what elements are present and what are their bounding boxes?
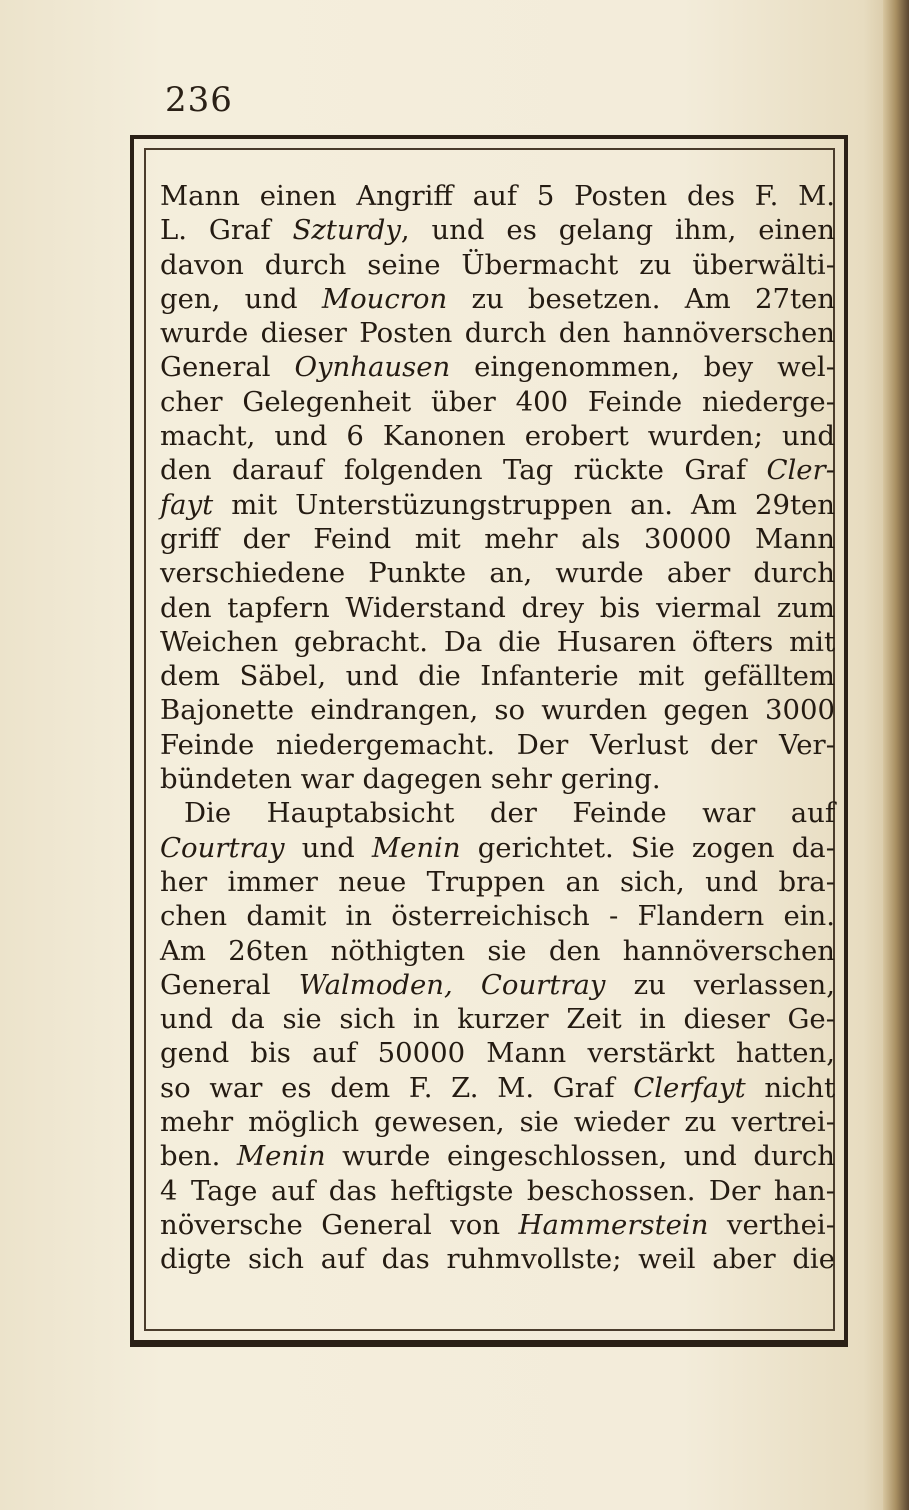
italic-name: Menin xyxy=(371,831,461,864)
text-line xyxy=(160,1208,835,1242)
text-line xyxy=(160,316,835,350)
text-line xyxy=(160,1036,835,1070)
text-line xyxy=(160,659,835,693)
text-run: Weichen gebracht. Da die Husaren öfters mit xyxy=(160,625,835,658)
text-line xyxy=(160,762,835,796)
italic-name: Oynhausen xyxy=(294,351,451,384)
text-line xyxy=(160,934,835,968)
text-run: ben. xyxy=(160,1140,237,1173)
text-line xyxy=(160,213,835,247)
text-run: gerichtet. Sie zogen da- xyxy=(460,831,835,864)
text-run: gen, und xyxy=(160,282,322,315)
text-run: Bajonette eindrangen, so wurden gegen 3000 xyxy=(160,694,835,727)
italic-name: Moucron xyxy=(321,282,448,315)
text-run: verthei- xyxy=(708,1208,835,1241)
text-run: her immer neue Truppen an sich, und bra- xyxy=(160,865,835,898)
text-run: General xyxy=(160,968,299,1001)
text-line xyxy=(160,248,835,282)
text-run: zu besetzen. Am 27ten xyxy=(447,282,835,315)
text-line xyxy=(160,1139,835,1173)
text-run: Die Hauptabsicht der Feinde war auf xyxy=(184,797,835,830)
text-line xyxy=(160,522,835,556)
text-run: Am 26ten nöthigten sie den hannöverschen xyxy=(160,934,835,967)
italic-name: fayt xyxy=(160,488,214,521)
text-run: L. Graf xyxy=(160,214,293,247)
text-line xyxy=(160,1242,835,1276)
text-line xyxy=(160,453,835,487)
text-line xyxy=(160,488,835,522)
italic-name: Szturdy xyxy=(292,214,401,247)
text-run: verschiedene Punkte an, wurde aber durch xyxy=(160,557,835,590)
text-run: Mann einen Angriff auf 5 Posten des F. M. xyxy=(160,180,835,212)
italic-name: Cler- xyxy=(766,454,835,487)
text-line xyxy=(160,282,835,316)
text-line xyxy=(160,556,835,590)
text-run: zu verlassen, xyxy=(605,968,836,1001)
text-line xyxy=(160,831,835,865)
frame-bottom-rule xyxy=(130,1340,848,1346)
text-line xyxy=(160,1105,835,1139)
text-run: gend bis auf 50000 Mann verstärkt hatten, xyxy=(160,1037,835,1070)
text-run: növersche General von xyxy=(160,1208,519,1241)
text-line xyxy=(160,865,835,899)
text-line xyxy=(160,1071,835,1105)
text-line xyxy=(160,1174,835,1208)
text-run: mehr möglich gewesen, sie wieder zu vertrei- xyxy=(160,1106,835,1139)
text-line xyxy=(160,625,835,659)
text-run: nicht xyxy=(745,1071,835,1104)
page-number: 236 xyxy=(165,80,233,120)
italic-name: Walmoden, Courtray xyxy=(298,968,606,1001)
text-line xyxy=(160,350,835,384)
text-line xyxy=(160,728,835,762)
text-line xyxy=(160,1002,835,1036)
text-run: General xyxy=(160,351,295,384)
text-run: macht, und 6 Kanonen erobert wurden; und xyxy=(160,420,835,453)
text-run: 4 Tage auf das heftigste beschossen. Der han- xyxy=(160,1174,835,1207)
text-line xyxy=(160,899,835,933)
text-line xyxy=(160,968,835,1002)
text-run: so war es dem F. Z. M. Graf xyxy=(160,1071,634,1104)
text-run: dem Säbel, und die Infanterie mit gefälltem xyxy=(160,660,835,693)
text-run: und da sie sich in kurzer Zeit in dieser Ge- xyxy=(160,1003,835,1036)
text-line xyxy=(160,385,835,419)
text-run: digte sich auf das ruhmvollste; weil aber die xyxy=(160,1243,835,1276)
italic-name: Courtray xyxy=(160,831,285,864)
text-run: den darauf folgenden Tag rückte Graf xyxy=(160,454,767,487)
text-run: wurde eingeschlossen, und durch xyxy=(325,1140,835,1173)
text-line xyxy=(160,591,835,625)
text-line xyxy=(160,693,835,727)
text-run: bündeten war dagegen sehr gering. xyxy=(160,763,661,796)
text-run: den tapfern Widerstand drey bis viermal zum xyxy=(160,591,835,624)
text-run: cher Gelegenheit über 400 Feinde niederge- xyxy=(160,385,835,418)
italic-name: Menin xyxy=(236,1140,326,1173)
text-run: davon durch seine Übermacht zu überwälti- xyxy=(160,248,835,281)
text-line xyxy=(160,419,835,453)
text-line xyxy=(160,179,835,213)
text-run: eingenommen, bey wel- xyxy=(450,351,835,384)
text-run: griff der Feind mit mehr als 30000 Mann xyxy=(160,522,835,555)
text-line xyxy=(160,796,835,830)
italic-name: Hammerstein xyxy=(518,1208,709,1241)
text-run: mit Unterstüzungstruppen an. Am 29ten xyxy=(213,488,835,521)
italic-name: Clerfayt xyxy=(633,1071,746,1104)
text-run: wurde dieser Posten durch den hannöverschen xyxy=(160,317,835,350)
body-text xyxy=(160,179,835,1277)
text-run: chen damit in österreichisch - Flandern ein. xyxy=(160,900,835,933)
text-run: und xyxy=(284,831,372,864)
text-run: Feinde niedergemacht. Der Verlust der Ver- xyxy=(160,728,835,761)
page-edge xyxy=(883,0,909,1510)
text-run: , und es gelang ihm, einen xyxy=(400,214,835,247)
